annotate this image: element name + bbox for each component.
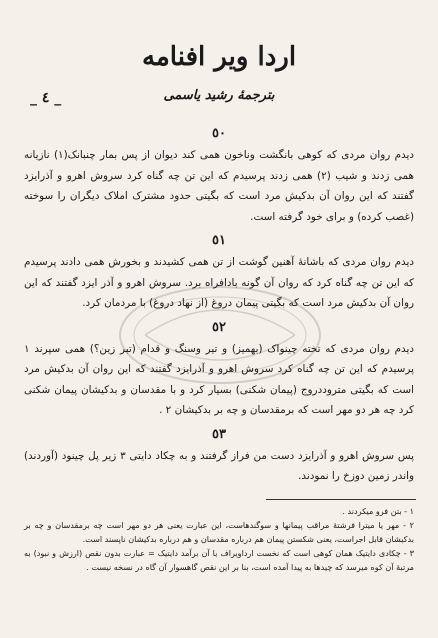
page-title: اردا ویر افنامه bbox=[141, 42, 297, 72]
footnotes bbox=[22, 504, 416, 574]
section bbox=[22, 427, 416, 487]
section-text: پس سروش اهرو و آذرایزد دست من فراز گرفتند و به چکاد دایتی ٣ زیر پل چینود (آوردند) واندر زمین دوزخ را نمودند. bbox=[24, 449, 414, 482]
footnote: ٣ - چکادی دایتیک همان کوهی است که نخست ارداویراف با آن برآمد دایتیک = عبارت بدون نقص (ارزش و نبود) به مرتبهٔ آن کوه میرسد که چیدها به پیدا آمده است، بنا بر این نقص گاهسوار آن گاه در نسخه نیست . bbox=[24, 547, 414, 572]
section bbox=[22, 320, 416, 421]
translator-byline: بترجمهٔ رشید یاسمی bbox=[163, 88, 275, 103]
footnote: ١ - بتن فرو میکردند . bbox=[342, 505, 414, 516]
footnote: ٢ - مهر یا میترا فرشتهٔ مراقب پیمانها و سوگندهاست، این عبارت یعنی هر دو مهر است چه برمقدسان و چه بر بدکیشان قابل اجراست، یعنی شکستن پیمان هم درباره مقدسان و هم درباره بدکیشان ناپسند است. bbox=[24, 519, 414, 544]
page-header bbox=[22, 40, 416, 120]
section-number: ٥٢ bbox=[212, 319, 226, 335]
section-number: ٥٠ bbox=[212, 126, 226, 141]
section-number: ٥١ bbox=[212, 233, 226, 248]
page-number: _ ٤ _ bbox=[30, 90, 62, 106]
section-text: دیدم روان مردی که باشانهٔ آهنین گوشت از تن همی کشیدند و بخورش همی دادند پرسیدم که این تن چه گناه کرد که روان آن گونه بادافراه برد. سروش اهرو و آذر ایزد گفتند که این روان آن بدکیش مرد است که بگیتی پیمان دروغ (از نهاد دروغ) با مردمان کرد. bbox=[24, 256, 414, 309]
section bbox=[22, 126, 416, 227]
section-number: ٥٣ bbox=[212, 426, 226, 442]
section-text: دیدم روان مردی که کوهی بانگشت وناخون همی کند دیوان از پس بمار چنبانک(١) نازیانه همی زدند و شیب (٢) همی زدند پرسیدم که این تن چه گناه کرد سروش اهرو و آذرایزد گفتند که این روان آن بدکیش مرد است که بگیتی حدود مشترک املاک دیگران را سوخته (غصب کرده) و برای خود گرفته است. bbox=[24, 149, 415, 223]
section-text: دیدم روان مردی که تخته چینواک (بهمیز) و تیر وسنگ و قدام (تبر زین؟) همی سپرند ١ پرسیدم که این تن چه گناه کرد سروش اهرو و آذرایزد گفتند که این روان آن بدکیش مرد است که بگیتی متروددروج (پیمان شکنی) بسیار کرد و با مقدسان و بدکیشان پیمان شکنی کرد چه هر دو مهر است که برمقدسان و چه بر بدکیشان ٢ . bbox=[24, 342, 414, 416]
section bbox=[22, 233, 416, 314]
footnote-divider bbox=[266, 499, 416, 500]
